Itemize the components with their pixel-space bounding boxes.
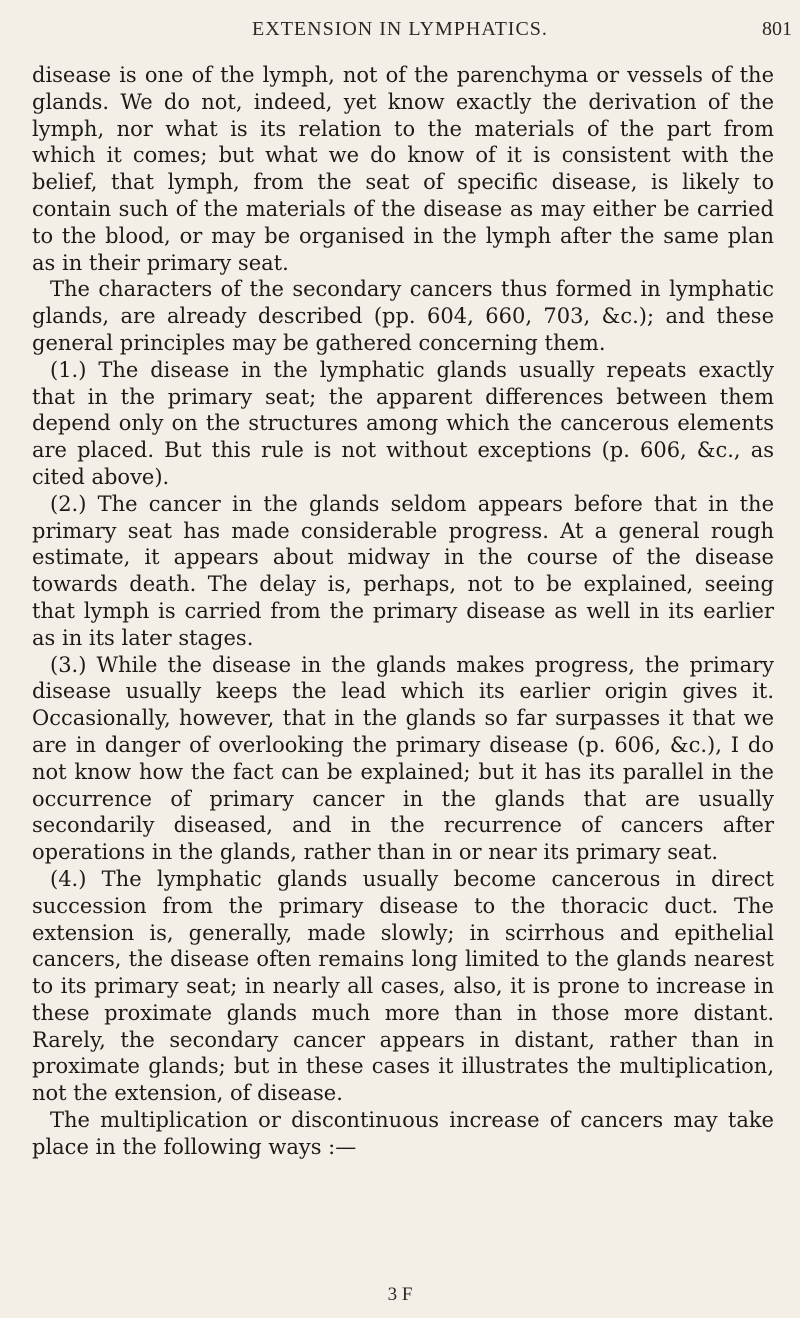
paragraph-principle-4: (4.) The lymphatic glands usually become cancerous in direct succession from the primary disease to the thoracic duct. The extension is, generally, made slowly; in scirrhous and epithelial cancers, the disease often remains long limited to the glands nearest to its primary seat; in nearly all cases, also, it is prone to increase in these proximate glands much more than in those more distant. Rarely, the secondary cancer appears in distant, rather than in proximate glands; but in these cases it illustrates the multiplication, not the extension, of disease. (32, 866, 774, 1106)
running-title: EXTENSION IN LYMPHATICS. (252, 18, 548, 40)
paragraph-principle-2: (2.) The cancer in the glands seldom appears before that in the primary seat has made considerable progress. At a general rough estimate, it appears about midway in the course of the disease towards death. The delay is, perhaps, not to be explained, seeing that lymph is carried from the primary disease as well in its earlier as in its later stages. (32, 491, 774, 650)
paragraph-principle-3: (3.) While the disease in the glands makes progress, the primary disease usually keeps the lead which its earlier origin gives it. Occasionally, however, that in the glands so far surpasses it that we are in danger of overlooking the primary disease (p. 606, &c.), I do not know how the fact can be explained; but it has its parallel in the occurrence of primary cancer in the glands that are usually secondarily diseased, and in the recurrence of cancers after operations in the glands, rather than in or near its primary seat. (32, 652, 774, 865)
paragraph-characters: The characters of the secondary cancers thus formed in lymphatic glands, are already described (pp. 604, 660, 703, &c.); and these general principles may be gathered concerning them. (32, 277, 774, 355)
paragraph-principle-1: (1.) The disease in the lymphatic glands usually repeats exactly that in the primary seat; the apparent differences between them depend only on the structures among which the cancerous elements are placed. But this rule is not without exceptions (p. 606, &c., as cited above). (32, 357, 774, 489)
page-number: 801 (762, 18, 792, 40)
paragraph-continuation: disease is one of the lymph, not of the parenchyma or vessels of the glands. We do not, indeed, yet know exactly the derivation of the lymph, nor what is its relation to the materials of the part from which it comes; but what we do know of it is consistent with the belief, that lymph, from the seat of specific disease, is likely to contain such of the materials of the disease as may either be carried to the blood, or may be organised in the lymph after the same plan as in their primary seat. (32, 63, 774, 275)
page-header (0, 0, 800, 60)
body-text (32, 62, 774, 1161)
printer-signature-mark: 3 F (387, 1284, 413, 1305)
paragraph-multiplication: The multiplication or discontinuous increase of cancers may take place in the following ways :— (32, 1108, 774, 1159)
